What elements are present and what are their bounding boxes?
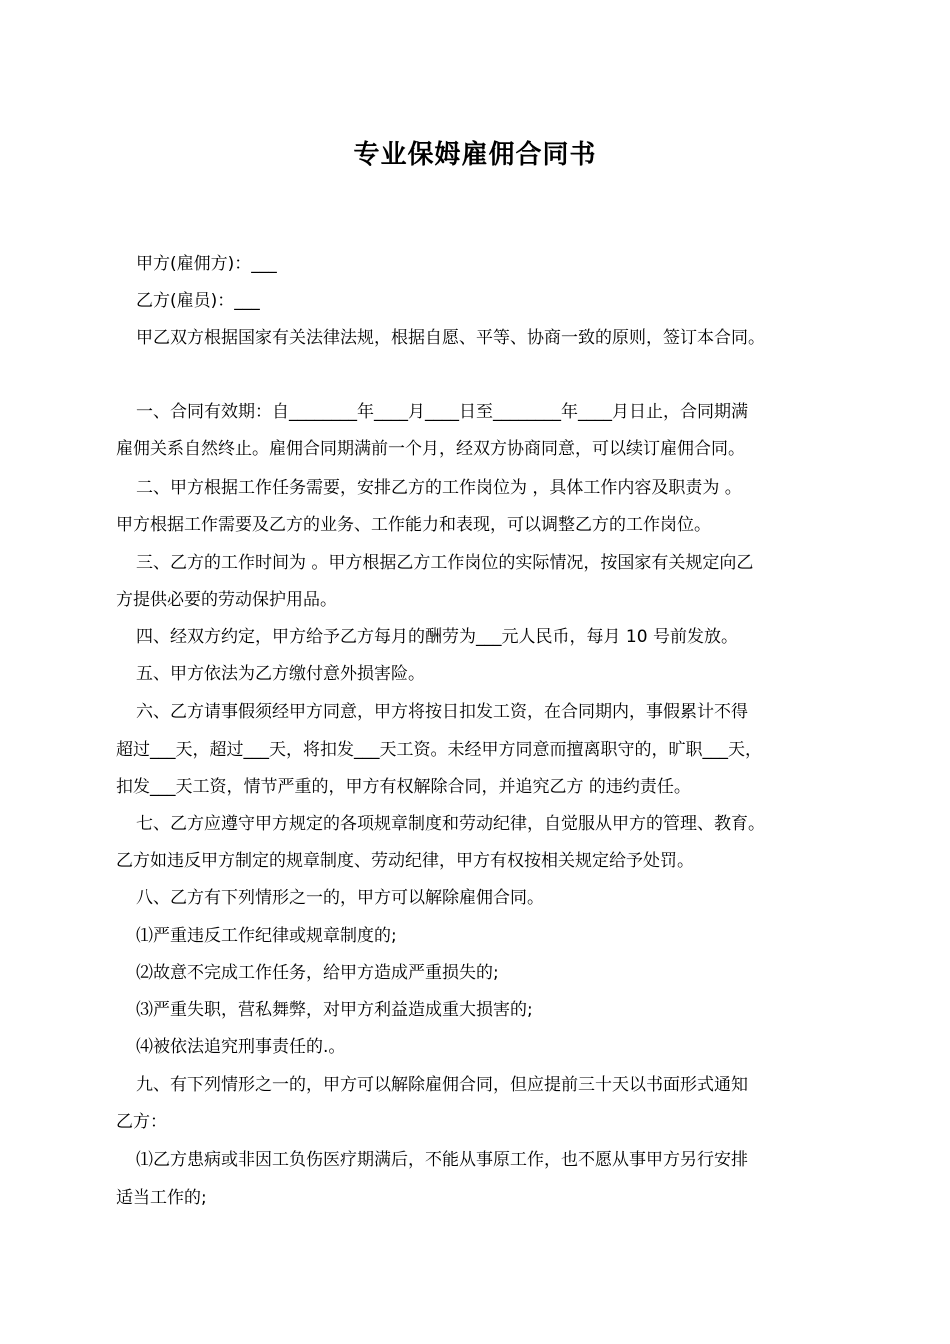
clause-line: 扣发___天工资，情节严重的，甲方有权解除合同，并追究乙方 的违约责任。 [116, 777, 691, 797]
document-title: 专业保姆雇佣合同书 [353, 140, 597, 170]
list-item: ⑴严重违反工作纪律或规章制度的; [136, 926, 397, 946]
list-item: ⑶严重失职，营私舞弊，对甲方利益造成重大损害的; [136, 1000, 533, 1020]
clause-line: 三、乙方的工作时间为 。甲方根据乙方工作岗位的实际情况，按国家有关规定向乙 [136, 553, 754, 573]
clause-line: 四、经双方约定，甲方给予乙方每月的酬劳为___元人民币，每月 10 号前发放。 [136, 627, 738, 647]
clause-line: 八、乙方有下列情形之一的，甲方可以解除雇佣合同。 [136, 888, 544, 908]
clause-line: 超过___天，超过___天，将扣发___天工资。未经甲方同意而擅离职守的，旷职___天， [116, 740, 762, 760]
clause-line: 九、有下列情形之一的，甲方可以解除雇佣合同，但应提前三十天以书面形式通知 [136, 1075, 748, 1095]
clause-line: 雇佣关系自然终止。雇佣合同期满前一个月，经双方协商同意，可以续订雇佣合同。 [116, 439, 745, 459]
clause-line: 乙方： [116, 1112, 167, 1132]
list-item: ⑴乙方患病或非因工负伤医疗期满后，不能从事原工作，也不愿从事甲方另行安排 [136, 1150, 748, 1170]
party-b-line: 乙方(雇员)：___ [136, 291, 260, 311]
clause-line: 二、甲方根据工作任务需要，安排乙方的工作岗位为 ，具体工作内容及职责为 。 [136, 478, 742, 498]
clause-line: 甲方根据工作需要及乙方的业务、工作能力和表现，可以调整乙方的工作岗位。 [116, 515, 711, 535]
clause-line: 乙方如违反甲方制定的规章制度、劳动纪律，甲方有权按相关规定给予处罚。 [116, 851, 694, 871]
list-item: 适当工作的; [116, 1188, 207, 1208]
clause-line: 六、乙方请事假须经甲方同意，甲方将按日扣发工资，在合同期内，事假累计不得 [136, 702, 748, 722]
list-item: ⑵故意不完成工作任务，给甲方造成严重损失的; [136, 963, 499, 983]
clause-line: 七、乙方应遵守甲方规定的各项规章制度和劳动纪律，自觉服从甲方的管理、教育。 [136, 814, 765, 834]
clause-line: 方提供必要的劳动保护用品。 [116, 590, 337, 610]
party-a-line: 甲方(雇佣方)：___ [136, 254, 277, 274]
clause-line: 五、甲方依法为乙方缴付意外损害险。 [136, 664, 425, 684]
preamble-line: 甲乙双方根据国家有关法律法规，根据自愿、平等、协商一致的原则，签订本合同。 [136, 328, 765, 348]
clause-line: 一、合同有效期：自________年____月____日至________年____月日止，合同期满 [136, 402, 748, 422]
list-item: ⑷被依法追究刑事责任的.。 [136, 1037, 346, 1057]
